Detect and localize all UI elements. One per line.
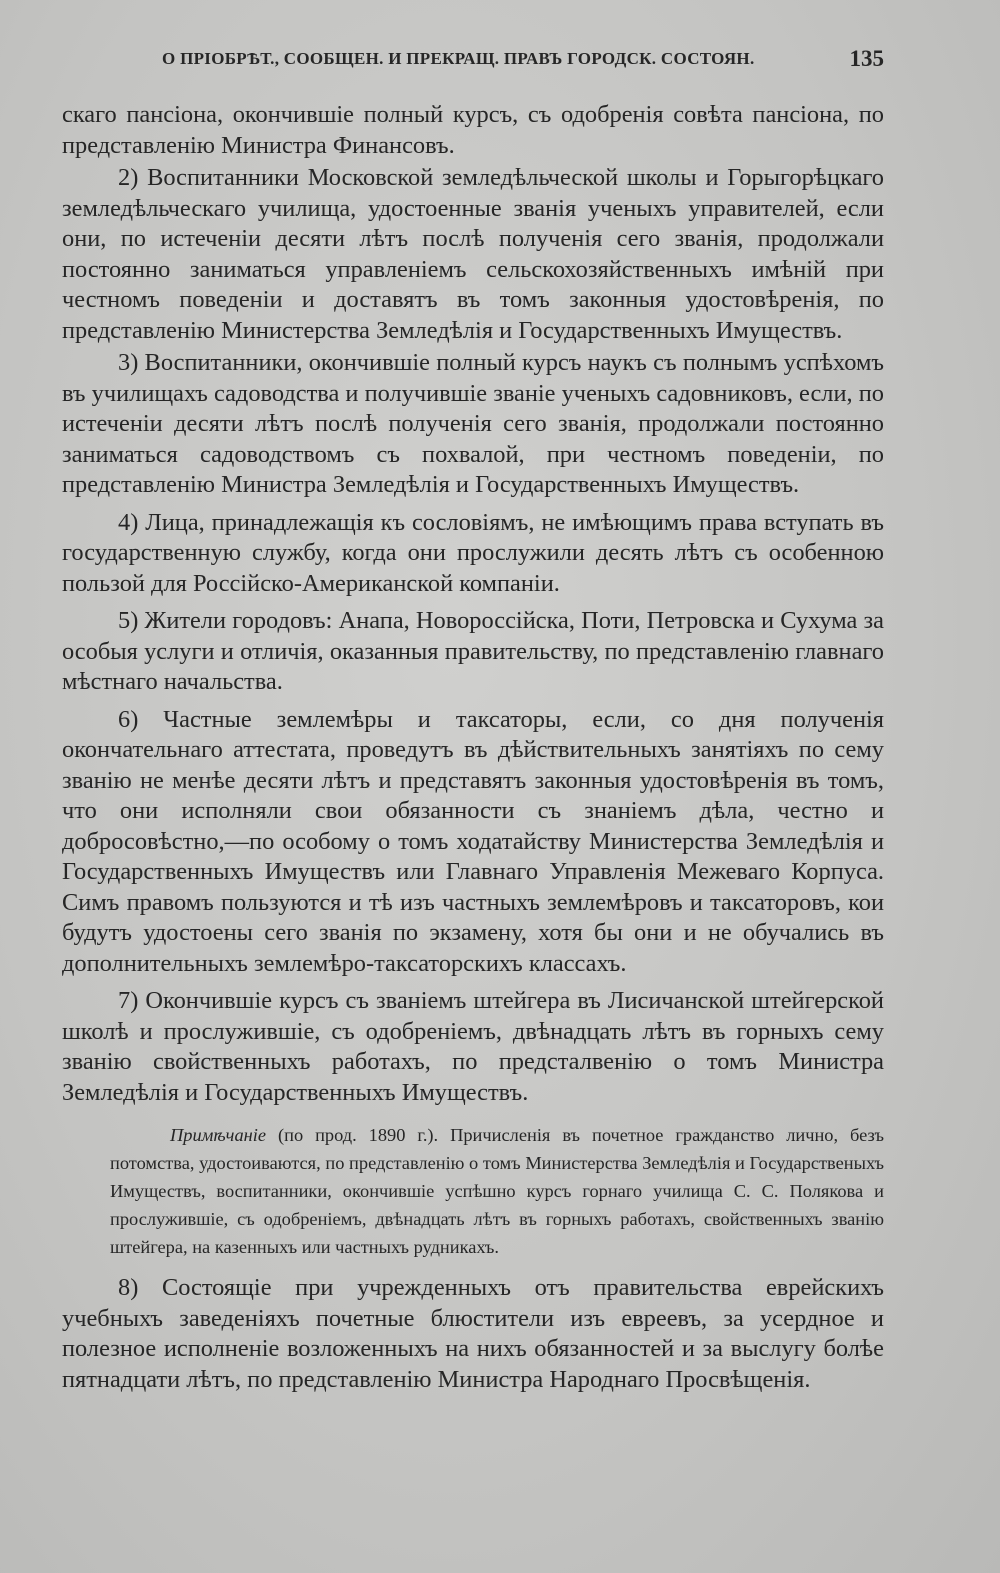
body-text <box>62 100 884 1395</box>
note-lead: Примѣчаніе <box>170 1125 267 1145</box>
footnote-remark <box>110 1121 884 1261</box>
paragraph-item-4: 4) Лица, принадлежащія къ сословіямъ, не имѣющимъ права вступать въ государственную службу, когда они прослужили десять лѣтъ съ особенною пользой для Россійско-Американской компаніи. <box>62 508 884 597</box>
paragraph-item-7: 7) Окончившіе курсъ съ званіемъ штейгера въ Лисичанской штейгерской школѣ и прослужившіе, съ одобреніемъ, двѣнадцать лѣтъ въ горныхъ сему званію свойственныхъ работахъ, по предсталвенію о томъ Министра Земледѣлія и Государственныхъ Имуществъ. <box>62 987 884 1106</box>
running-head: О ПРІОБРѢТ., СООБЩЕН. И ПРЕКРАЩ. ПРАВЪ ГОРОДСК. СОСТОЯН. <box>162 49 755 68</box>
paragraph-item-8: 8) Состоящіе при учрежденныхъ отъ правительства еврейскихъ учебныхъ заведеніяхъ почетные блюстители изъ евреевъ, за усердное и полезное исполненіе возложенныхъ на нихъ обязанностей и за выслугу болѣе пятнадцати лѣтъ, по представленію Министра Народнаго Просвѣщенія. <box>62 1274 884 1393</box>
paragraph-item-6: 6) Частные землемѣры и таксаторы, если, со дня полученія окончательнаго аттестата, проведутъ въ дѣйствительныхъ занятіяхъ по сему званію не менѣе десяти лѣтъ и представятъ законныя удостовѣренія въ томъ, что они исполняли свои обязанности съ знаніемъ дѣла, честно и добросовѣстно,—по особому о томъ ходатайству Министерства Земледѣлія и Государственныхъ Имуществъ или Главнаго Управленія Межеваго Корпуса. Симъ правомъ пользуются и тѣ изъ частныхъ землемѣровъ и таксаторовъ, кои будутъ удостоены сего званія по экзамену, хотя бы они и не обучались въ дополнительныхъ землемѣро-таксаторскихъ классахъ. <box>62 705 884 977</box>
paragraph-item-2: 2) Воспитанники Московской земледѣльческой школы и Горыгорѣцкаго земледѣльческаго училища, удостоенные званія ученыхъ управителей, если они, по истеченіи десяти лѣтъ послѣ полученія сего званія, продолжали постоянно заниматься управленіемъ сельскохозяйственныхъ имѣній при честномъ поведеніи и доставятъ въ томъ законныя удостовѣренія, по представленію Министерства Земледѣлія и Государственныхъ Имуществъ. <box>62 164 884 344</box>
note-text: (по прод. 1890 г.). Причисленія въ почетное гражданство лично, безъ потомства, удостоиваются, по представленію о томъ Министерства Земледѣлія и Государственыхъ Имуществъ, воспитанники, окончившіе успѣшно курсъ горнаго училища С. С. Полякова и прослужившіе, съ одобреніемъ, двѣнадцать лѣтъ въ горныхъ работахъ, свойственныхъ званію штейгера, на казенныхъ или частныхъ рудникахъ. <box>110 1125 884 1257</box>
paragraph-item-5: 5) Жители городовъ: Анапа, Новороссійска, Поти, Петровска и Сухума за особыя услуги и отличія, оказанныя правительству, по представленію главнаго мѣстнаго начальства. <box>62 607 884 695</box>
page-header <box>62 46 884 76</box>
page-number: 135 <box>849 46 884 71</box>
paragraph-item-3: 3) Воспитанники, окончившіе полный курсъ наукъ съ полнымъ успѣхомъ въ училищахъ садоводства и получившіе званіе ученыхъ садовниковъ, если, по истеченіи десяти лѣтъ послѣ полученія сего званія, продолжали постоянно заниматься садоводствомъ съ похвалой, при честномъ поведеніи, по представленію Министра Земледѣлія и Государственныхъ Имуществъ. <box>62 349 884 498</box>
paragraph-continued: скаго пансіона, окончившіе полный курсъ, съ одобренія совѣта пансіона, по представленію Министра Финансовъ. <box>62 101 884 159</box>
